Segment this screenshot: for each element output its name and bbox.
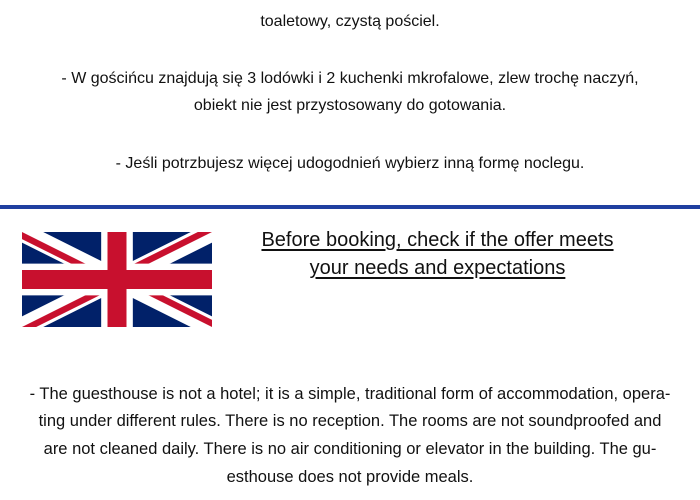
polish-line-1: toaletowy, czystą pościel. <box>260 13 440 30</box>
english-line-1: - The guesthouse is not a hotel; it is a simple, traditional form of accommodation, opera- <box>29 385 671 403</box>
union-jack-flag-icon <box>22 232 212 327</box>
heading-line-2: your needs and expectations <box>309 257 566 279</box>
polish-line-2: - W gościńcu znajdują się 3 lodówki i 2 kuchenki mkrofalowe, zlew trochę naczyń, <box>61 70 639 87</box>
english-line-2: ting under different rules. There is no reception. The rooms are not soundproofed and <box>38 412 662 430</box>
heading-line-1: Before booking, check if the offer meets <box>261 229 614 251</box>
english-line-3: are not cleaned daily. There is no air conditioning or elevator in the building. The gu- <box>43 440 657 458</box>
polish-line-4: - Jeśli potrzbujesz więcej udogodnień wybierz inną formę noclegu. <box>115 155 585 172</box>
polish-line-3: obiekt nie jest przystosowany do gotowania. <box>193 97 507 114</box>
section-divider <box>0 205 700 209</box>
polish-info-section <box>0 0 700 205</box>
english-line-4: esthouse does not provide meals. <box>226 468 474 486</box>
